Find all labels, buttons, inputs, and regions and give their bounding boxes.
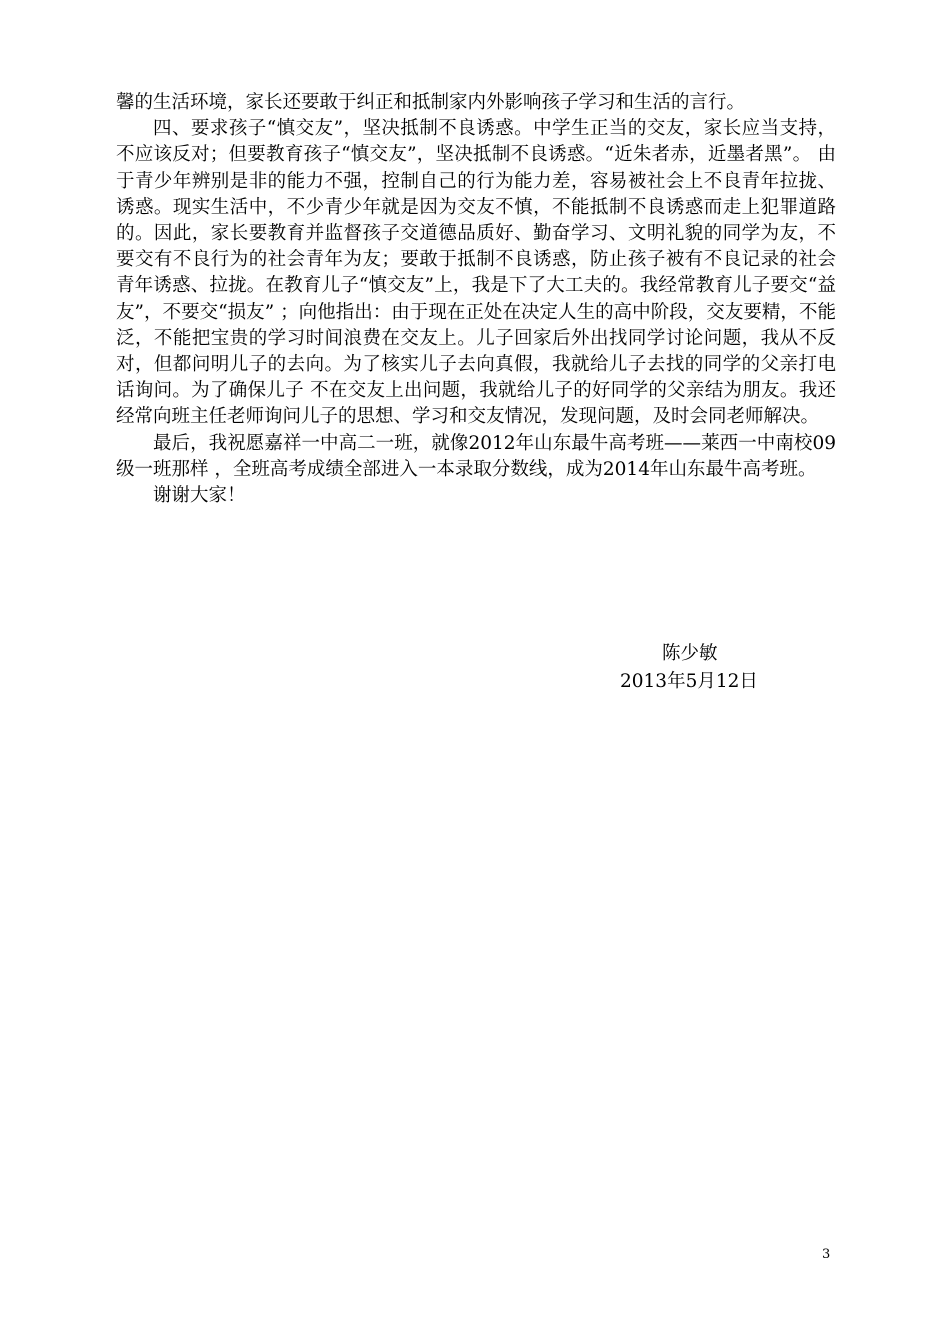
paragraph-continuation: 馨的生活环境，家长还要敢于纠正和抵制家内外影响孩子学习和生活的言行。 <box>116 92 746 113</box>
signature-name: 陈少敏 <box>662 643 718 664</box>
paragraph-thanks: 谢谢大家！ <box>153 485 246 507</box>
signature-date: 2013年5月12日 <box>620 671 758 692</box>
paragraph-point-four: 四、要求孩子“慎交友”，坚决抵制不良诱惑。中学生正当的交友，家长应当支持，不应该反对；但要教育孩子“慎交友”，坚决抵制不良诱惑。“近朱者赤，近墨者黑”。 由于青少年辨别是非的能力不强，控制自己的行为能力差，容易被社会上不良青年拉拢、诱惑。现实生活中，不少青少年就是因为交友不慎，不能抵制不良诱惑而走上犯罪道路的。因此，家长要教育并监督孩子交道德品质好、勤奋学习、文明礼貌的同学为友，不要交有不良行为的社会青年为友；要敢于抵制不良诱惑，防止孩子被有不良记录的社会青年诱惑、拉拢。在教育儿子“慎交友”上，我是下了大工夫的。我经常教育儿子要交“益友”，不要交“损友” ；向他指出：由于现在正处在决定人生的高中阶段，交友要精，不能泛，不能把宝贵的学习时间浪费在交友上。儿子回家后外出找同学讨论问题，我从不反对，但都问明儿子的去向。为了核实儿子去向真假，我就给儿子去找的同学的父亲打电话询问。为了确保儿子 不在交友上出问题，我就给儿子的好同学的父亲结为朋友。我还经常向班主任老师询问儿子的思想、学习和交友情况，发现问题，及时会同老师解决。 <box>116 118 836 428</box>
signature-block <box>620 640 800 696</box>
page-number: 3 <box>822 1247 831 1262</box>
paragraph-closing-wish: 最后，我祝愿嘉祥一中高二一班，就像2012年山东最牛高考班——莱西一中南校09级一班那样 ，全班高考成绩全部进入一本录取分数线，成为2014年山东最牛高考班。 <box>116 432 836 480</box>
document-body <box>116 90 836 509</box>
